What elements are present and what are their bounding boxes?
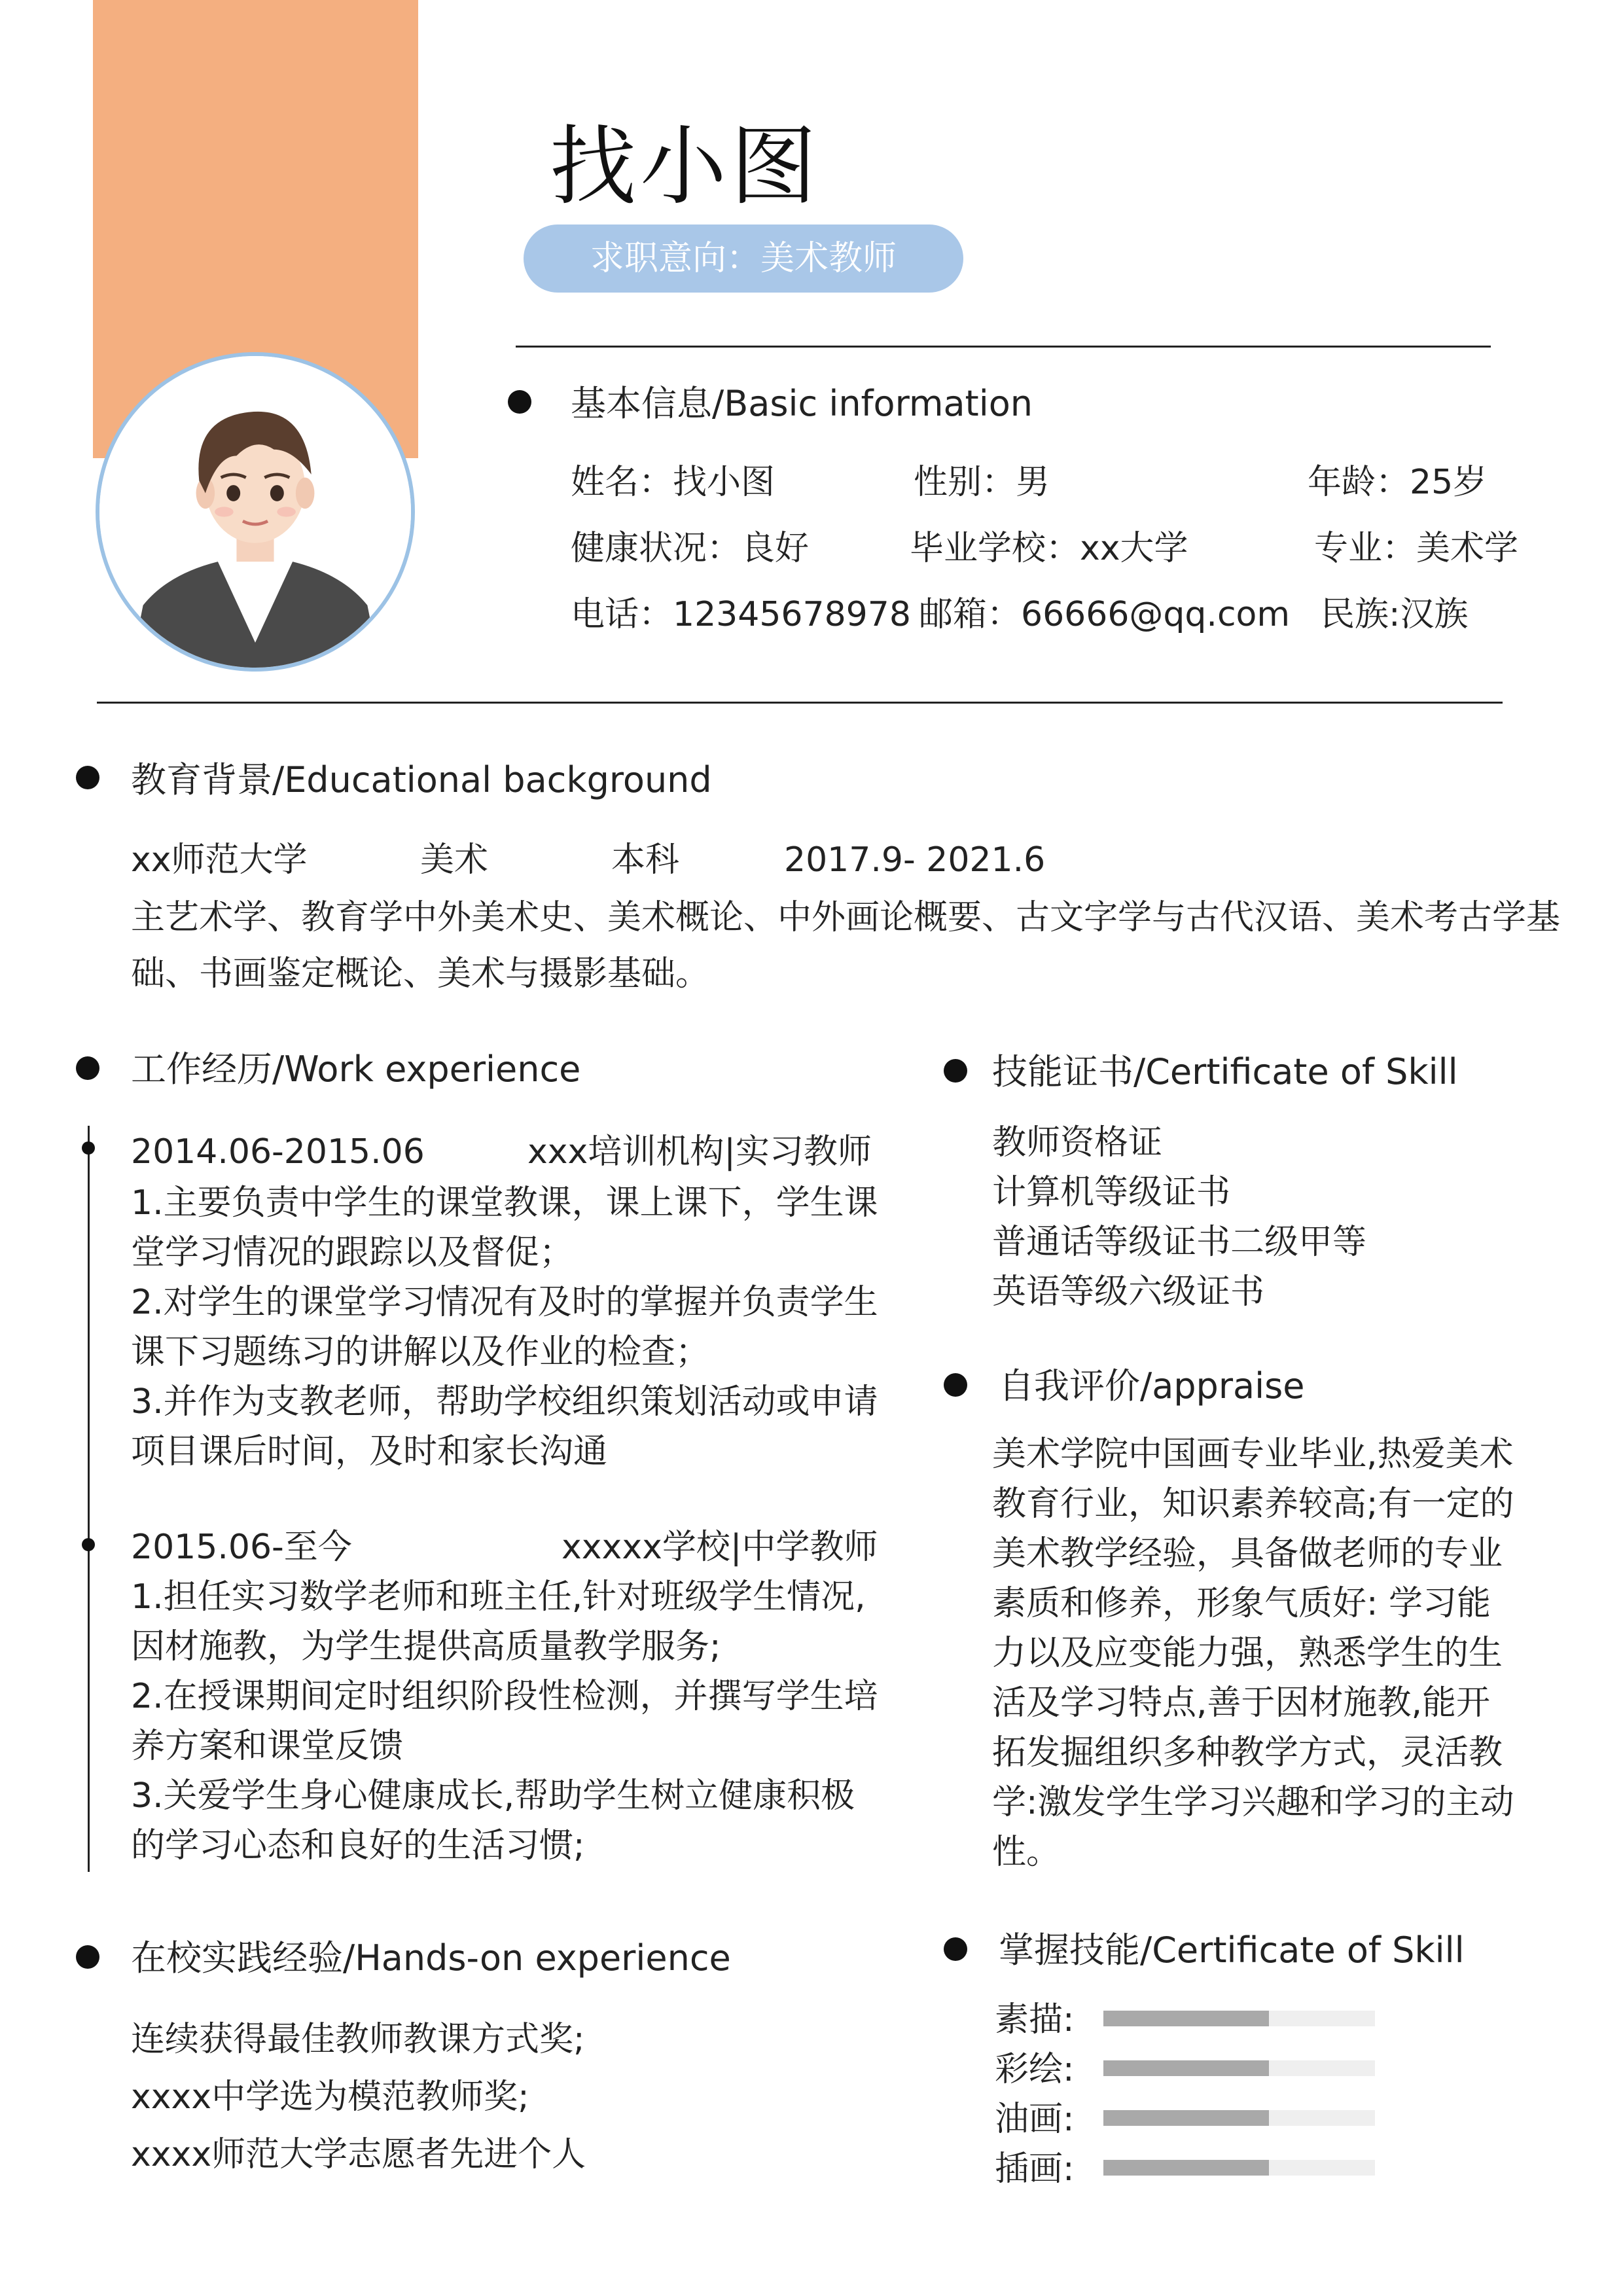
appraise-line: 美术教学经验，具备做老师的专业 — [992, 1534, 1503, 1573]
appraise-line: 美术学院中国画专业毕业,热爱美术 — [992, 1435, 1514, 1474]
skill-bar-track — [1103, 2160, 1375, 2176]
job-duty-line: 堂学习情况的跟踪以及督促； — [131, 1233, 574, 1272]
basic-age: 年龄：25岁 — [1308, 463, 1488, 502]
skill-bar-track — [1103, 2110, 1375, 2126]
avatar — [96, 352, 415, 672]
header-divider — [516, 346, 1491, 348]
cert-item: 普通话等级证书二级甲等 — [992, 1223, 1367, 1262]
skill-label: 素描: — [995, 2000, 1075, 2039]
bullet-icon — [944, 1373, 967, 1397]
appraise-line: 活及学习特点,善于因材施教,能开 — [992, 1683, 1491, 1723]
job-duty-line: 1.担任实习数学老师和班主任,针对班级学生情况, — [131, 1577, 866, 1617]
edu-courses-line: 础、书画鉴定概论、美术与摄影基础。 — [131, 954, 710, 994]
avatar-illustration — [99, 356, 411, 668]
job-duty-line: 养方案和课堂反馈 — [131, 1727, 404, 1766]
practice-item: 连续获得最佳教师教课方式奖; — [131, 2020, 585, 2059]
edu-courses-line: 主艺术学、教育学中外美术史、美术概论、中外画论概要、古文字学与古代汉语、美术考古学基 — [131, 898, 1561, 937]
job-duty-line: 课下习题练习的讲解以及作业的检查； — [131, 1333, 710, 1372]
skill-bar-track — [1103, 2060, 1375, 2076]
skill-label: 油画: — [995, 2100, 1075, 2139]
skill-bar-track — [1103, 2011, 1375, 2026]
bullet-icon — [944, 1937, 967, 1961]
bullet-icon — [76, 766, 99, 789]
basic-email: 邮箱：66666@qq.com — [919, 595, 1291, 634]
job-duty-line: 2.对学生的课堂学习情况有及时的掌握并负责学生 — [131, 1283, 878, 1322]
job-duty-line: 1.主要负责中学生的课堂教课，课上课下，学生课 — [131, 1183, 878, 1223]
appraise-line: 教育行业，知识素养较高;有一定的 — [992, 1484, 1514, 1524]
appraise-line: 学:激发学生学习兴趣和学习的主动 — [992, 1783, 1514, 1822]
job-org: xxx培训机构|实习教师 — [527, 1132, 872, 1172]
practice-item: xxxx中学选为模范教师奖; — [131, 2077, 529, 2117]
edu-period: 2017.9- 2021.6 — [784, 840, 1046, 880]
practice-title: 在校实践经验/Hands-on experience — [131, 1937, 731, 1979]
job-duty-line: 因材施教，为学生提供高质量教学服务; — [131, 1627, 721, 1666]
skill-bar-fill — [1103, 2011, 1269, 2026]
job-duty-line: 3.关爱学生身心健康成长,帮助学生树立健康积极 — [131, 1776, 855, 1816]
job-date: 2014.06-2015.06 — [131, 1132, 425, 1172]
edu-major: 美术 — [420, 840, 489, 880]
practice-item: xxxx师范大学志愿者先进个人 — [131, 2135, 586, 2174]
job-intent-badge: 求职意向：美术教师 — [524, 224, 963, 293]
job-duty-line: 的学习心态和良好的生活习惯; — [131, 1826, 585, 1865]
skills-title: 掌握技能/Certificate of Skill — [999, 1929, 1465, 1971]
education-title: 教育背景/Educational background — [131, 759, 712, 800]
job-duty-line: 3.并作为支教老师，帮助学校组织策划活动或申请 — [131, 1382, 878, 1422]
edu-degree: 本科 — [611, 840, 680, 880]
basic-health: 健康状况：良好 — [571, 529, 810, 568]
appraise-line: 性。 — [992, 1833, 1061, 1872]
cert-item: 教师资格证 — [992, 1123, 1163, 1162]
cert-item: 英语等级六级证书 — [992, 1272, 1265, 1312]
edu-school: xx师范大学 — [131, 840, 308, 880]
bullet-icon — [508, 390, 531, 414]
job-duty-line: 2.在授课期间定时组织阶段性检测，并撰写学生培 — [131, 1677, 878, 1716]
appraise-line: 拓发掘组织多种教学方式，灵活教 — [992, 1733, 1503, 1772]
job-date: 2015.06-至今 — [131, 1528, 352, 1567]
skill-label: 插画: — [995, 2149, 1075, 2189]
bullet-icon — [76, 1056, 99, 1080]
basic-major: 专业：美术学 — [1314, 529, 1519, 568]
basic-info-title: 基本信息/Basic information — [571, 383, 1033, 424]
appraise-line: 力以及应变能力强，熟悉学生的生 — [992, 1634, 1503, 1673]
skill-label: 彩绘: — [995, 2050, 1075, 2089]
section-divider — [97, 702, 1503, 704]
bullet-icon — [76, 1945, 99, 1969]
basic-school: 毕业学校：xx大学 — [910, 529, 1188, 568]
job-org: xxxxx学校|中学教师 — [562, 1528, 878, 1567]
timeline-dot — [82, 1141, 95, 1155]
skill-bar-fill — [1103, 2110, 1269, 2126]
bullet-icon — [944, 1059, 967, 1083]
skill-bar-fill — [1103, 2060, 1269, 2076]
cert-item: 计算机等级证书 — [992, 1173, 1231, 1212]
job-duty-line: 项目课后时间，及时和家长沟通 — [131, 1432, 608, 1471]
basic-phone: 电话：12345678978 — [571, 595, 911, 634]
skill-bar-fill — [1103, 2160, 1269, 2176]
candidate-name: 找小图 — [550, 117, 821, 217]
certs-title: 技能证书/Certificate of Skill — [992, 1051, 1458, 1092]
appraise-title: 自我评价/appraise — [999, 1365, 1305, 1407]
work-title: 工作经历/Work experience — [131, 1049, 581, 1090]
basic-gender: 性别：男 — [914, 463, 1050, 502]
basic-name: 姓名：找小图 — [571, 463, 776, 502]
work-timeline — [88, 1126, 90, 1872]
basic-ethnicity: 民族:汉族 — [1321, 595, 1469, 634]
timeline-dot — [82, 1538, 95, 1551]
appraise-line: 素质和修养，形象气质好: 学习能 — [992, 1584, 1491, 1623]
